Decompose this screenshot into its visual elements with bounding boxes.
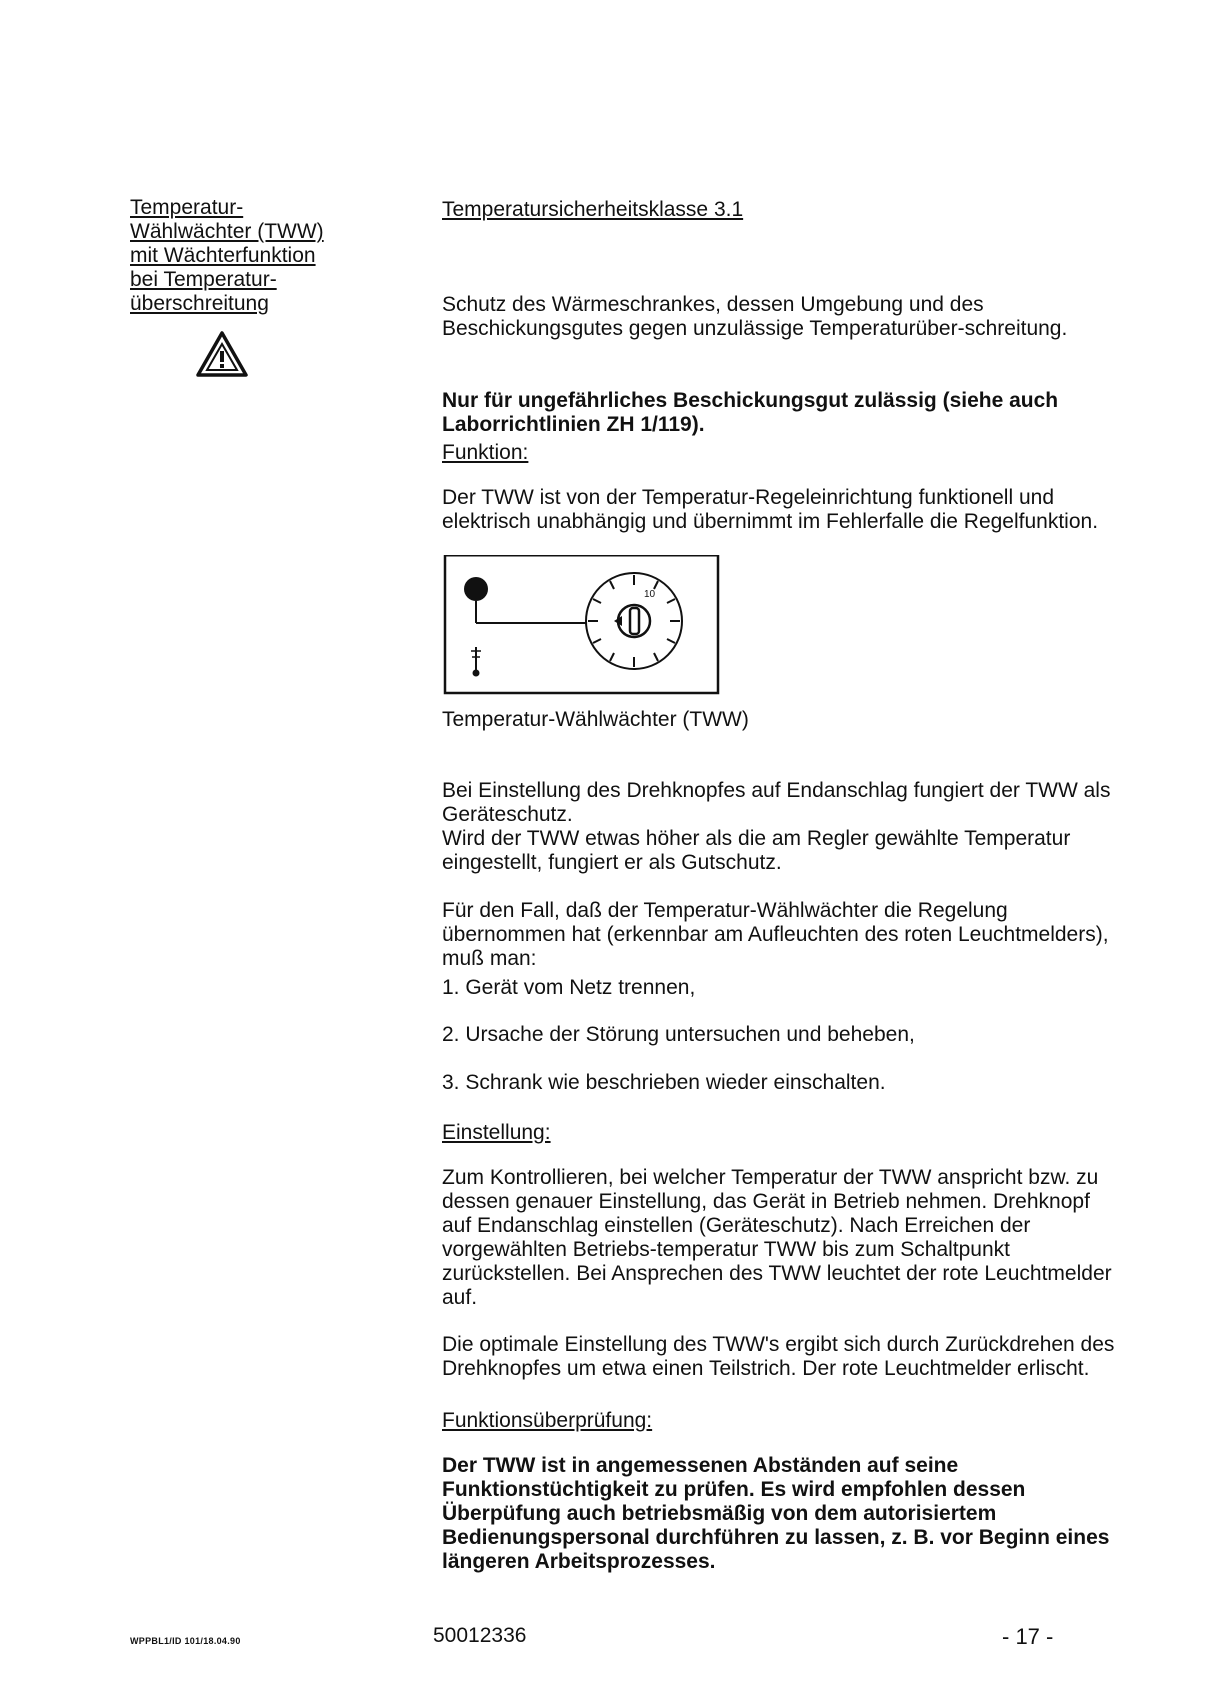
thermometer-icon [471, 647, 481, 677]
pruefung-label: Funktionsüberprüfung: [442, 1409, 653, 1432]
sidebar-line: bei Temperatur- [130, 268, 277, 291]
sidebar-line: Wählwächter (TWW) [130, 220, 324, 243]
indicator-lamp-icon [464, 577, 488, 601]
step-item: 2. Ursache der Störung untersuchen und beheben, [442, 1023, 915, 1046]
intro-paragraph: Schutz des Wärmeschrankes, dessen Umgebung und des Beschickungsgutes gegen unzulässige Temperaturüber-schreitung. [442, 293, 1068, 340]
footer-doc-number: 50012336 [433, 1624, 527, 1647]
sidebar-line: Temperatur- [130, 196, 244, 219]
footer-code: WPPBL1/ID 101/18.04.90 [130, 1636, 241, 1646]
page-number: - 17 - [1002, 1624, 1054, 1649]
endanschlag-paragraph: Bei Einstellung des Drehknopfes auf Endanschlag fungiert der TWW als Geräteschutz. [442, 779, 1111, 826]
fall-paragraph: Für den Fall, daß der Temperatur-Wählwächter die Regelung übernommen hat (erkennbar am Aufleuchten des roten Leuchtmelders), muß man: [442, 899, 1109, 970]
notice-paragraph: Nur für ungefährliches Beschickungsgut zulässig (siehe auch Laborrichtlinien ZH 1/119). [442, 389, 1059, 436]
dial-label: 10 [644, 589, 656, 600]
sidebar-line: überschreitung [130, 292, 269, 315]
step-item: 1. Gerät vom Netz trennen, [442, 976, 696, 999]
section-heading: Temperatursicherheitsklasse 3.1 [442, 198, 744, 221]
diagram-caption: Temperatur-Wählwächter (TWW) [442, 708, 749, 731]
pruefung-paragraph: Der TWW ist in angemessenen Abständen auf seine Funktionstüchtigkeit zu prüfen. Es wird empfohlen dessen Überpüfung auch betriebsmäßig von dem autorisiertem Bedienungspersonal durchführen zu lassen, z. B. vor Beginn eines längeren Arbeitsprozesses. [442, 1454, 1110, 1573]
tww-diagram [442, 555, 722, 695]
sidebar-line: mit Wächterfunktion [130, 244, 316, 267]
einstellung-paragraph: Zum Kontrollieren, bei welcher Temperatur der TWW anspricht bzw. zu dessen genauer Einstellung, das Gerät in Betrieb nehmen. Drehknopf auf Endanschlag einstellen (Geräteschutz). Nach Erreichen der vorgewählten Betriebs-temperatur TWW bis zum Schaltpunkt zurückstellen. Bei Ansprechen des TWW leuchtet der rote Leuchtmelder auf. [442, 1166, 1112, 1309]
funktion-label: Funktion: [442, 441, 529, 464]
funktion-paragraph: Der TWW ist von der Temperatur-Regeleinrichtung funktionell und elektrisch unabhängig und übernimmt im Fehlerfalle die Regelfunktion. [442, 486, 1099, 533]
dial-knob-icon [586, 573, 682, 669]
optimal-paragraph: Die optimale Einstellung des TWW's ergibt sich durch Zurückdrehen des Drehknopfes um etwa einen Teilstrich. Der rote Leuchtmelder erlischt. [442, 1333, 1115, 1380]
einstellung-label: Einstellung: [442, 1121, 551, 1144]
gutschutz-paragraph: Wird der TWW etwas höher als die am Regler gewählte Temperatur eingestellt, fungiert er als Gutschutz. [442, 827, 1071, 874]
warning-triangle-icon [195, 330, 249, 378]
sidebar-heading [130, 196, 370, 316]
step-item: 3. Schrank wie beschrieben wieder einschalten. [442, 1071, 886, 1094]
